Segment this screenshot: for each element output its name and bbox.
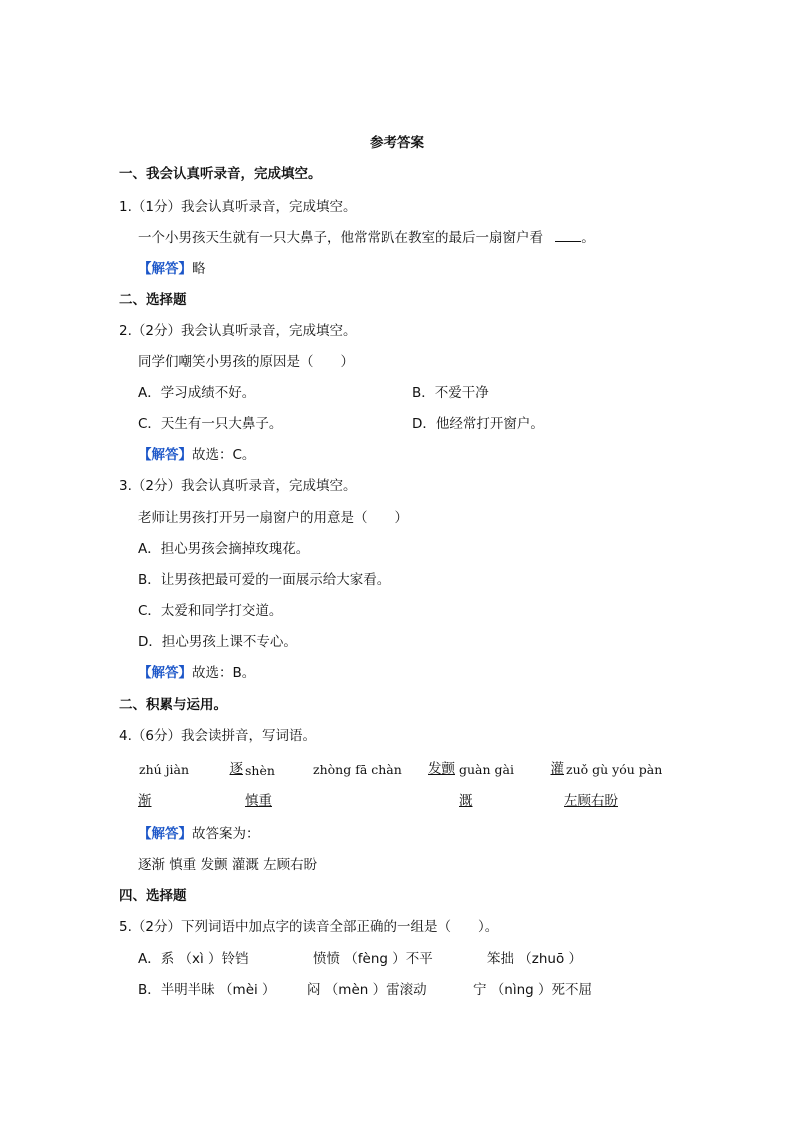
answer-tag: 【解答】: [138, 447, 192, 463]
word-zhu: 逐: [229, 761, 243, 777]
q3-option-b: B．让男孩把最可爱的一面展示给大家看。: [138, 572, 391, 588]
answer-tag: 【解答】: [138, 261, 192, 277]
q2-answer: [138, 446, 255, 464]
q2-text: 同学们嘲笑小男孩的原因是（ ）: [138, 354, 354, 370]
q4-answer-words: 逐渐 慎重 发颤 灌溉 左顾右盼: [138, 857, 318, 873]
q2-option-b: B．不爱干净: [412, 385, 489, 401]
q5-option-a-2: 愤愤 （fèng ）不平: [313, 951, 433, 967]
q3-text: 老师让男孩打开另一扇窗户的用意是（ ）: [138, 510, 408, 526]
q5-option-b-3: 宁 （nìng ）死不屈: [473, 982, 593, 998]
q5-option-a-1: A．系 （xì ）铃铛: [138, 951, 249, 967]
q2-option-c: C．天生有一只大鼻子。: [138, 416, 283, 432]
word-shenzhong: 慎重: [245, 793, 272, 809]
pinyin-zhu-jian: zhú jiàn: [139, 762, 190, 777]
q4-word-guan: [534, 760, 564, 778]
page-title: 参考答案: [370, 135, 424, 151]
q4-word-gai: [459, 792, 489, 810]
q1-stem: 1.（1分）我会认真听录音，完成填空。: [119, 199, 357, 215]
q5-option-a-3: 笨拙 （zhuō ）: [487, 951, 583, 967]
q2-option-a: A．学习成绩不好。: [138, 385, 256, 401]
q3-answer-text: 故选：B。: [192, 665, 256, 681]
q4-answer-text: 故答案为：: [192, 826, 260, 842]
pinyin-zhong-fa-chan: zhòng fā chàn: [313, 762, 402, 777]
word-fachan: 发颤: [428, 761, 455, 777]
q5-stem: 5.（2分）下列词语中加点字的读音全部正确的一组是（ ）。: [119, 919, 499, 935]
q4-word-zuoguyoupan: [564, 792, 636, 810]
word-gai: 溉: [459, 793, 473, 809]
q1-answer: [138, 260, 206, 278]
word-jian: 渐: [138, 793, 152, 809]
section-4-heading: 四、选择题: [119, 888, 187, 904]
q1-blank: [555, 229, 581, 242]
pinyin-zuo-gu-you-pan: zuǒ gù yóu pàn: [566, 762, 663, 777]
q5-option-b-1: B．半明半昧 （mèi ）: [138, 982, 276, 998]
q2-option-d: D．他经常打开窗户。: [412, 416, 544, 432]
q3-answer: [138, 664, 255, 682]
answer-tag: 【解答】: [138, 665, 192, 681]
q4-word-jian: [138, 792, 168, 810]
section-1-heading: 一、我会认真听录音，完成填空。: [119, 166, 322, 182]
q3-stem: 3.（2分）我会认真听录音，完成填空。: [119, 478, 357, 494]
q3-option-c: C．太爱和同学打交道。: [138, 603, 283, 619]
q1-answer-text: 略: [192, 261, 206, 277]
word-zuoguyoupan: 左顾右盼: [564, 793, 618, 809]
pinyin-shen: shèn: [245, 763, 275, 778]
q1-text-line: [138, 229, 595, 247]
word-guan: 灌: [550, 761, 564, 777]
q2-answer-text: 故选：C。: [192, 447, 256, 463]
q1-text: 一个小男孩天生就有一只大鼻子，他常常趴在教室的最后一扇窗户看: [138, 230, 543, 246]
q4-answer: [138, 825, 260, 843]
q2-stem: 2.（2分）我会认真听录音，完成填空。: [119, 323, 357, 339]
section-2-heading: 二、选择题: [119, 292, 187, 308]
section-3-heading: 二、积累与运用。: [119, 697, 227, 713]
q3-option-d: D．担心男孩上课不专心。: [138, 634, 297, 650]
pinyin-guan-gai: guàn gài: [459, 762, 514, 777]
q4-word-fachan: [407, 760, 455, 778]
q5-option-b-2: 闷 （mèn ）雷滚动: [307, 982, 427, 998]
q4-word-shenzhong: [245, 792, 289, 810]
q4-word-zhu: [213, 760, 243, 778]
q4-stem: 4.（6分）我会读拼音，写词语。: [119, 728, 316, 744]
q3-option-a: A．担心男孩会摘掉玫瑰花。: [138, 541, 310, 557]
answer-tag: 【解答】: [138, 826, 192, 842]
q1-end: 。: [581, 230, 595, 246]
